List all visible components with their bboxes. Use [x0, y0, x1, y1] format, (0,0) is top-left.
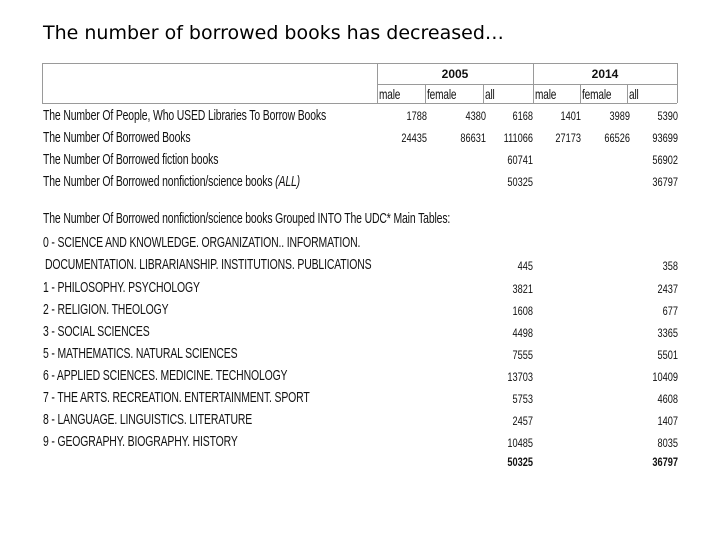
cell-people-female-2014: 3989 — [609, 111, 630, 123]
udc-row-6-2014: 4608 — [657, 394, 678, 406]
table-right-border — [677, 63, 678, 103]
col-divider-female-2014 — [580, 84, 581, 103]
row-label-fiction: The Number Of Borrowed fiction books — [43, 152, 219, 168]
subheader-all-2005: all — [485, 86, 495, 102]
cell-books-all-2005: 111066 — [503, 133, 533, 145]
cell-books-all-2014: 93699 — [652, 133, 678, 145]
row-label-nonfiction-all: (ALL) — [275, 174, 300, 190]
udc-row-1-2005: 3821 — [512, 284, 533, 296]
udc-row-7-label: 8 - LANGUAGE. LINGUISTICS. LITERATURE — [43, 412, 253, 428]
udc-row-4-2005: 7555 — [512, 350, 533, 362]
cell-people-male-2005: 1788 — [406, 111, 427, 123]
subheader-male-2014: male — [535, 86, 557, 102]
udc-row-2-label: 2 - RELIGION. THEOLOGY — [43, 302, 169, 318]
udc-row-4-label: 5 - MATHEMATICS. NATURAL SCIENCES — [43, 346, 238, 362]
cell-people-all-2005: 6168 — [512, 111, 533, 123]
cell-fiction-all-2005: 60741 — [507, 155, 533, 167]
udc-row-5-2014: 10409 — [652, 372, 678, 384]
udc-row-3-label: 3 - SOCIAL SCIENCES — [43, 324, 150, 340]
udc-row-6-label: 7 - THE ARTS. RECREATION. ENTERTAINMENT. SPORT — [43, 390, 310, 406]
subheader-female-2014: female — [582, 86, 612, 102]
cell-fiction-all-2014: 56902 — [652, 155, 678, 167]
udc-heading: The Number Of Borrowed nonfiction/science books Grouped INTO The UDC* Main Tables: — [43, 211, 451, 227]
subheader-male-2005: male — [379, 86, 401, 102]
col-divider-year — [533, 63, 534, 103]
udc-row-1-label: 1 - PHILOSOPHY. PSYCHOLOGY — [43, 280, 200, 296]
udc-row-3-2005: 4498 — [512, 328, 533, 340]
year-row-divider — [377, 84, 677, 85]
udc-row-8-label: 9 - GEOGRAPHY. BIOGRAPHY. HISTORY — [43, 434, 238, 450]
table-left-border — [42, 63, 43, 103]
col-divider-all-2005 — [483, 84, 484, 103]
udc-row-8-2014: 8035 — [657, 438, 678, 450]
udc-row-2-2005: 1608 — [512, 306, 533, 318]
col-divider-all-2014 — [627, 84, 628, 103]
cell-nonfiction-all-2005: 50325 — [507, 177, 533, 189]
subheader-female-2005: female — [427, 86, 457, 102]
year-header-2005: 2005 — [441, 67, 469, 81]
cell-nonfiction-all-2014: 36797 — [652, 177, 678, 189]
subheader-all-2014: all — [629, 86, 639, 102]
udc-total-2005: 50325 — [507, 457, 533, 469]
cell-people-all-2014: 5390 — [657, 111, 678, 123]
udc-row-0-label: 0 - SCIENCE AND KNOWLEDGE. ORGANIZATION.. INFORMATION. — [43, 235, 361, 251]
udc-row-3-2014: 3365 — [657, 328, 678, 340]
col-divider-label — [377, 63, 378, 103]
row-label-borrowed-books: The Number Of Borrowed Books — [43, 130, 191, 146]
header-bottom-border — [42, 103, 677, 104]
udc-row-8-2005: 10485 — [507, 438, 533, 450]
slide-title: The number of borrowed books has decreased… — [43, 22, 504, 44]
udc-row-4-2014: 5501 — [657, 350, 678, 362]
row-label-people: The Number Of People, Who USED Libraries To Borrow Books — [43, 108, 327, 124]
cell-books-female-2005: 86631 — [460, 133, 486, 145]
udc-row-5-label: 6 - APPLIED SCIENCES. MEDICINE. TECHNOLOGY — [43, 368, 288, 384]
year-header-2014: 2014 — [591, 67, 619, 81]
udc-row-0-2005: 445 — [517, 261, 533, 273]
cell-books-female-2014: 66526 — [604, 133, 630, 145]
row-label-nonfiction-text: The Number Of Borrowed nonfiction/science books — [43, 174, 276, 190]
udc-row-0-label-cont: DOCUMENTATION. LIBRARIANSHIP. INSTITUTIONS. PUBLICATIONS — [45, 257, 372, 273]
col-divider-female-2005 — [425, 84, 426, 103]
cell-books-male-2005: 24435 — [401, 133, 427, 145]
cell-people-male-2014: 1401 — [560, 111, 581, 123]
row-label-nonfiction — [43, 174, 300, 190]
udc-row-6-2005: 5753 — [512, 394, 533, 406]
cell-books-male-2014: 27173 — [555, 133, 581, 145]
udc-row-0-2014: 358 — [662, 261, 678, 273]
udc-row-2-2014: 677 — [662, 306, 678, 318]
cell-people-female-2005: 4380 — [465, 111, 486, 123]
table-top-border — [42, 63, 677, 64]
udc-row-7-2014: 1407 — [657, 416, 678, 428]
udc-row-5-2005: 13703 — [507, 372, 533, 384]
udc-row-7-2005: 2457 — [512, 416, 533, 428]
udc-total-2014: 36797 — [652, 457, 678, 469]
udc-row-1-2014: 2437 — [657, 284, 678, 296]
